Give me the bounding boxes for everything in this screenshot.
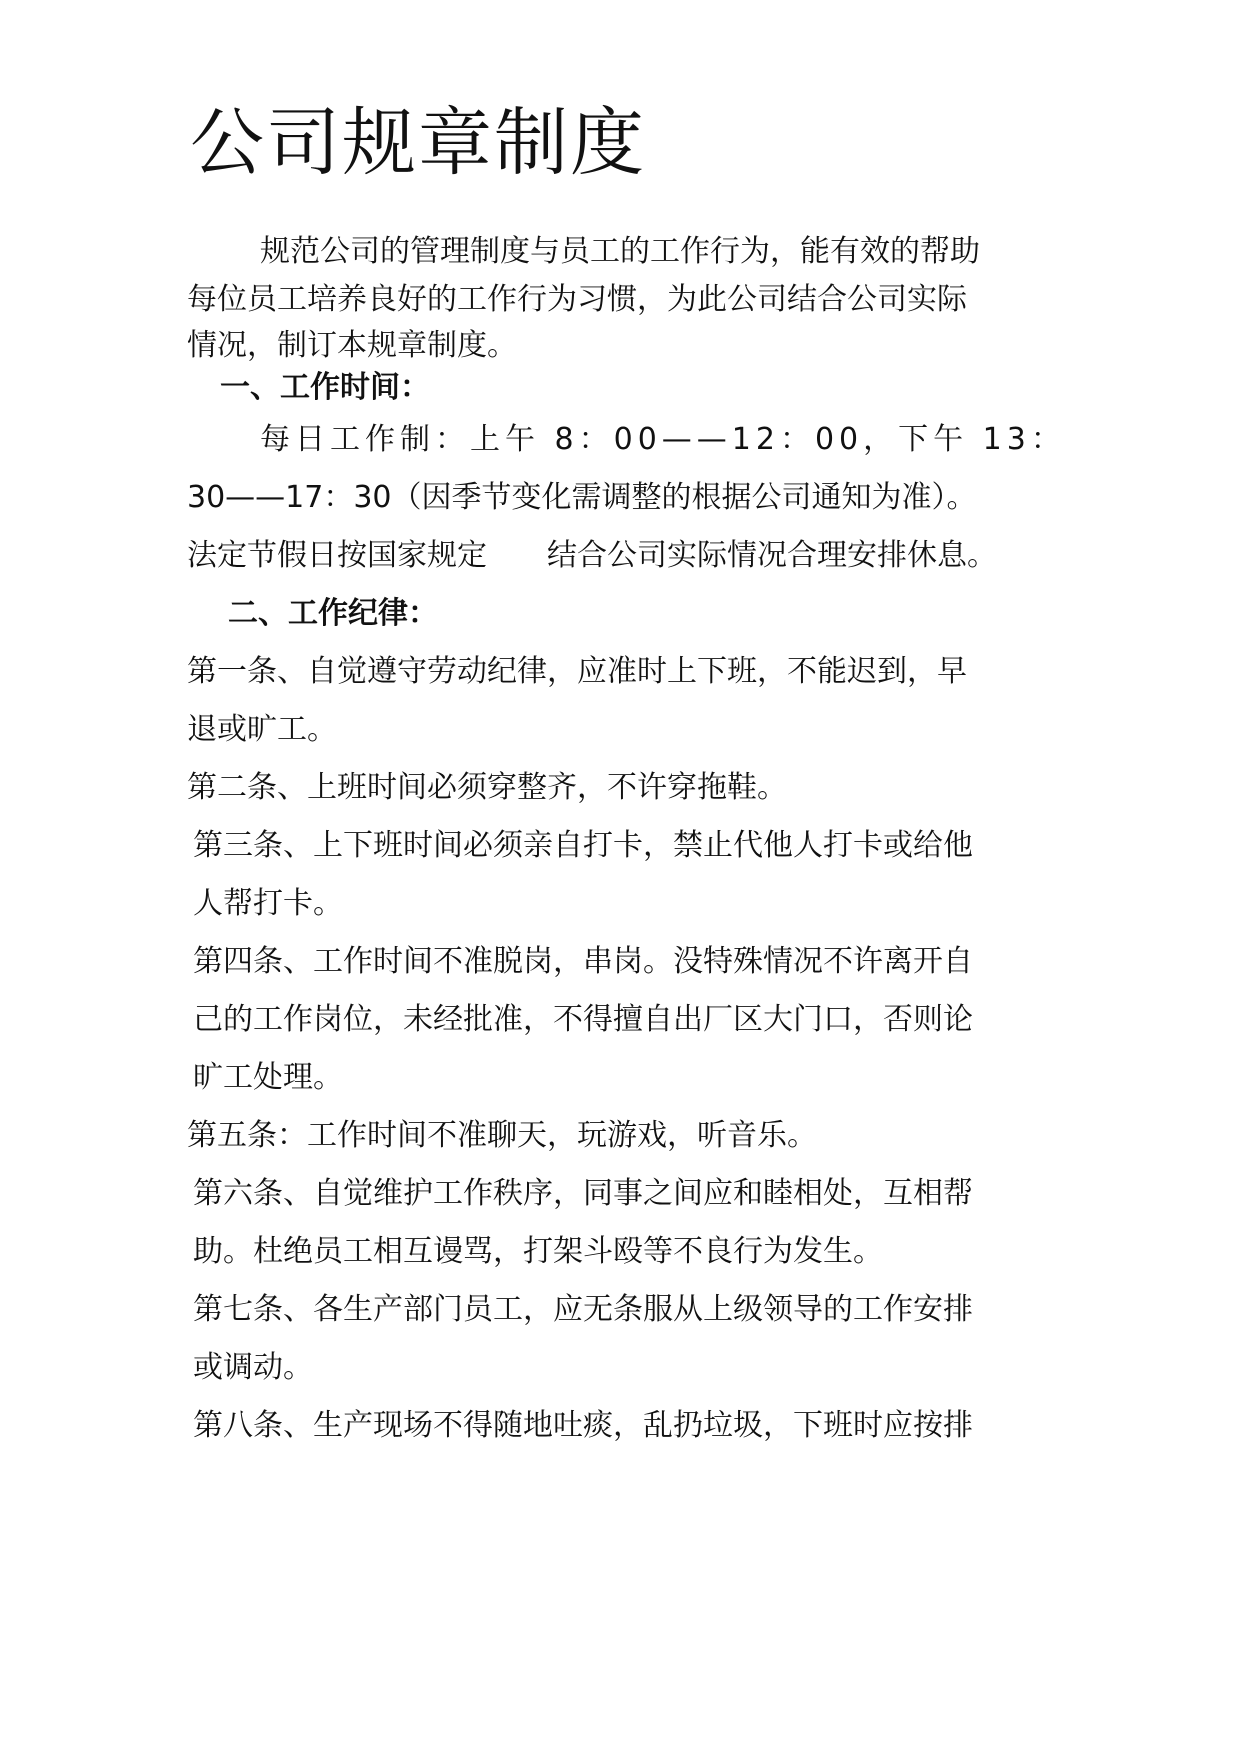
discipline-line: 第一条、自觉遵守劳动纪律，应准时上下班，不能迟到，早 — [187, 654, 967, 689]
discipline-line: 第七条、各生产部门员工，应无条服从上级领导的工作安排 — [193, 1292, 973, 1327]
section-heading-discipline: 二、工作纪律： — [228, 596, 438, 631]
intro-line-3: 情况，制订本规章制度。 — [187, 328, 517, 363]
discipline-line: 第五条：工作时间不准聊天，玩游戏，听音乐。 — [187, 1118, 817, 1153]
discipline-line: 第二条、上班时间必须穿整齐，不许穿拖鞋。 — [187, 770, 787, 805]
discipline-line: 或调动。 — [193, 1350, 313, 1385]
work-hours-line-1: 每日工作制：上午 8：00——12：00，下午 13： — [260, 422, 1066, 457]
work-hours-line-2: 30——17：30（因季节变化需调整的根据公司通知为准）。 — [187, 480, 977, 515]
work-hours-line-3: 法定节假日按国家规定 结合公司实际情况合理安排休息。 — [187, 538, 997, 573]
intro-line-2: 每位员工培养良好的工作行为习惯，为此公司结合公司实际 — [187, 282, 967, 317]
discipline-line: 助。杜绝员工相互谩骂，打架斗殴等不良行为发生。 — [193, 1234, 883, 1269]
document-title: 公司规章制度 — [190, 100, 646, 186]
section-heading-work-hours: 一、工作时间： — [220, 370, 430, 405]
discipline-line: 第八条、生产现场不得随地吐痰，乱扔垃圾，下班时应按排 — [193, 1408, 973, 1443]
discipline-line: 第六条、自觉维护工作秩序，同事之间应和睦相处，互相帮 — [193, 1176, 973, 1211]
discipline-line: 退或旷工。 — [187, 712, 337, 747]
discipline-line: 己的工作岗位，未经批准，不得擅自出厂区大门口，否则论 — [193, 1002, 973, 1037]
discipline-line: 第三条、上下班时间必须亲自打卡，禁止代他人打卡或给他 — [193, 828, 973, 863]
discipline-line: 第四条、工作时间不准脱岗，串岗。没特殊情况不许离开自 — [193, 944, 973, 979]
discipline-line: 人帮打卡。 — [193, 886, 343, 921]
discipline-line: 旷工处理。 — [193, 1060, 343, 1095]
intro-line-1: 规范公司的管理制度与员工的工作行为，能有效的帮助 — [260, 234, 980, 269]
